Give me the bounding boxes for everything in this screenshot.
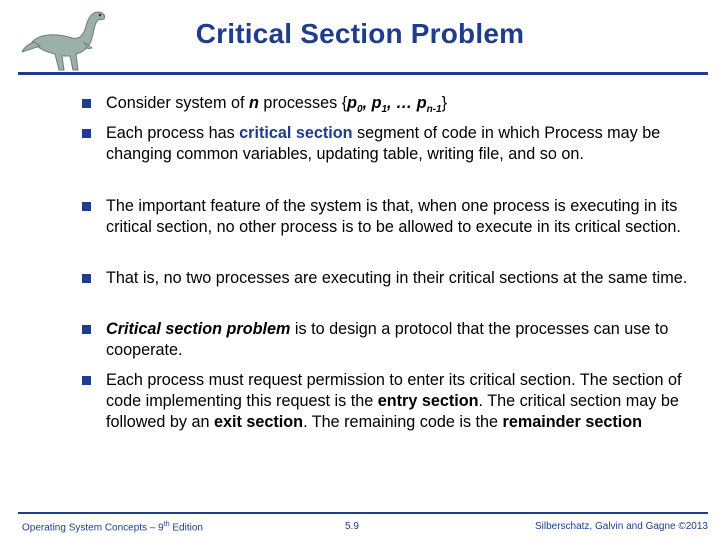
bullet-no-two-processes: That is, no two processes are executing in their critical sections at the same time.: [82, 268, 687, 289]
dinosaur-icon: [22, 4, 122, 74]
bullet-square-icon: [82, 99, 91, 108]
bullet-important-feature: The important feature of the system is that, when one process is executing in its critical section, no other process is to be allowed to execute in its critical section.: [82, 196, 702, 238]
bullet-square-icon: [82, 129, 91, 138]
footer-divider: [18, 512, 708, 514]
bullet-square-icon: [82, 376, 91, 385]
bullet-consider-system: Consider system of n processes {$p_0$, $p_1$, … $p_{n-1}$}: [82, 93, 447, 120]
bullet-critical-section: Each process has critical section segment of code in which Process may be changing common variables, updating table, writing file, and so on.: [82, 123, 702, 165]
bullet-square-icon: [82, 325, 91, 334]
bullet-square-icon: [82, 274, 91, 283]
bullet-square-icon: [82, 202, 91, 211]
bullet-critical-section-problem: Critical section problem is to design a protocol that the processes can use to cooperate.: [82, 319, 702, 361]
footer-page-number: 5.9: [345, 521, 359, 532]
title-divider: [18, 72, 708, 75]
footer-authors: Silberschatz, Galvin and Gagne ©2013: [534, 521, 708, 532]
footer-book-title: Operating System Concepts – 9th Edition: [22, 521, 203, 534]
slide-title: Critical Section Problem: [195, 18, 525, 49]
bullet-request-permission: Each process must request permission to enter its critical section. The section of code implementing this request is the entry section. The critical section may be followed by an exit section. The remaining code is the remainder section: [82, 370, 702, 433]
